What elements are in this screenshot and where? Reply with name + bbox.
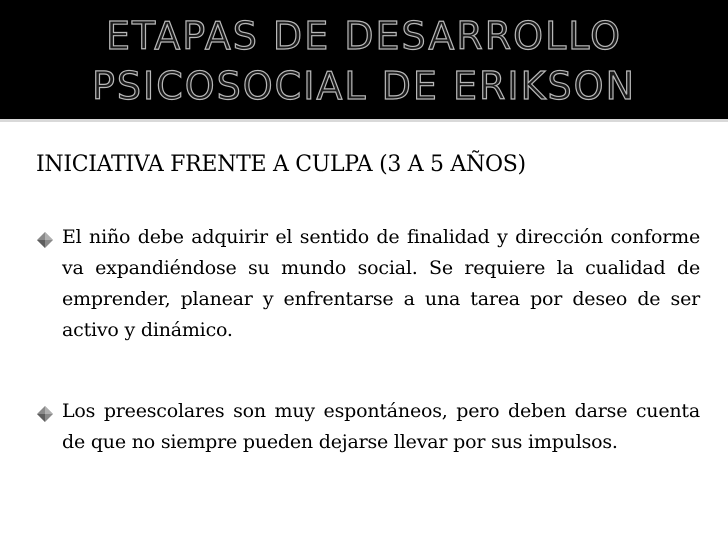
bullet-item (36, 222, 700, 346)
diamond-bullet-icon (36, 405, 54, 423)
slide-title-line-2: PSICOSOCIAL DE ERIKSON (91, 64, 637, 108)
bullet-item (36, 396, 700, 458)
section-heading: INICIATIVA FRENTE A CULPA (3 A 5 AÑOS) (36, 152, 526, 177)
bullet-text: Los preescolares son muy espontáneos, pero deben darse cuenta de que no siempre pueden dejarse llevar por sus impulsos. (62, 400, 700, 453)
diamond-bullet-icon (36, 231, 54, 249)
bullet-text: El niño debe adquirir el sentido de finalidad y dirección conforme va expandiéndose su mundo social. Se requiere la cualidad de emprender, planear y enfrentarse a una tarea por deseo de ser activo y dinámico. (62, 226, 700, 341)
slide-title-line-1: ETAPAS DE DESARROLLO (105, 14, 622, 58)
